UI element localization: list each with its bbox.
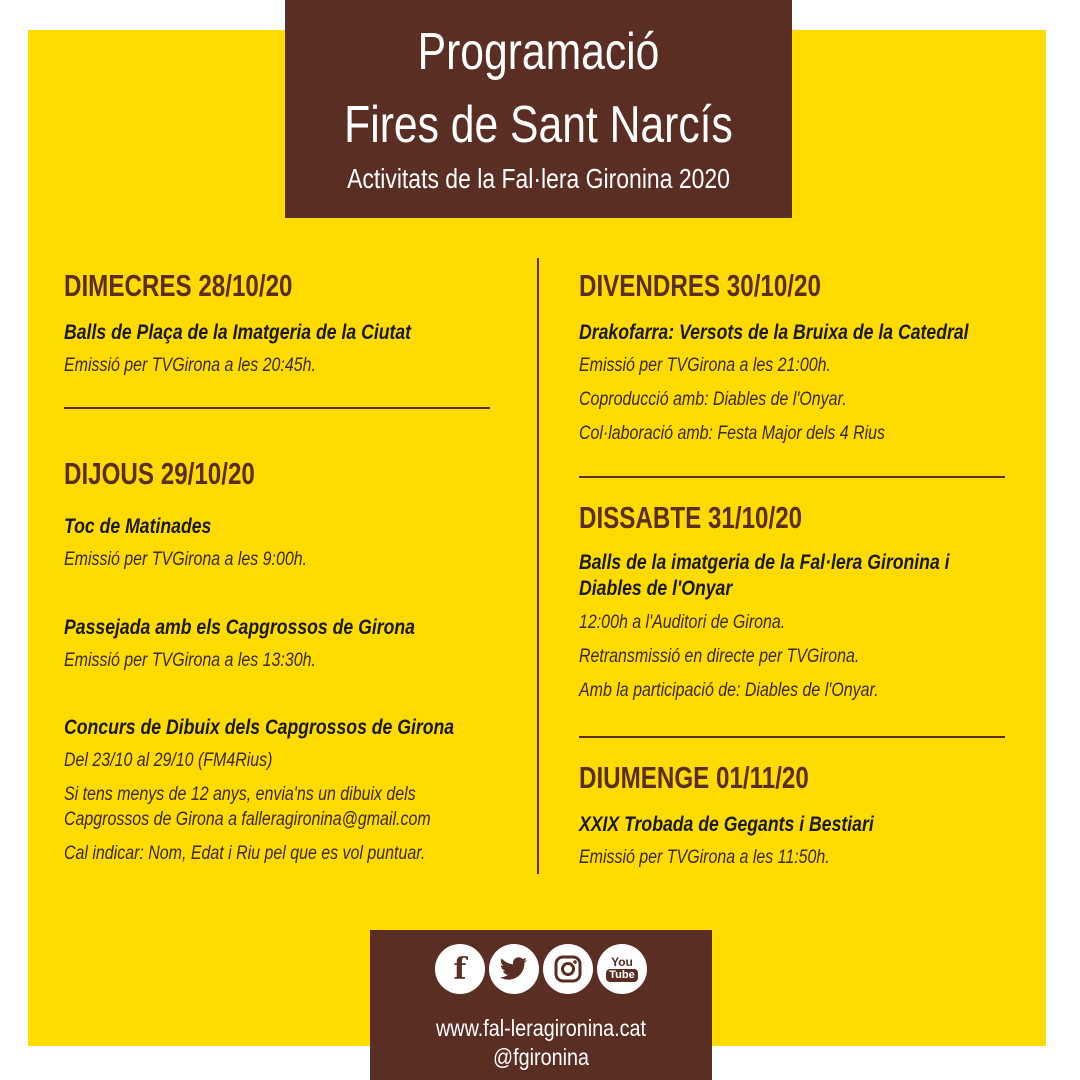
event-detail: Del 23/10 al 29/10 (FM4Rius) [64, 750, 273, 771]
column-divider [537, 258, 539, 874]
event-detail: Col·laboració amb: Festa Major dels 4 Rius [579, 423, 886, 444]
page-title-line2: Fires de Sant Narcís [344, 96, 733, 154]
day-heading-wed: DIMECRES 28/10/20 [64, 268, 293, 303]
event-title: Diables de l'Onyar [579, 577, 733, 600]
event-detail: 12:00h a l'Auditori de Girona. [579, 612, 786, 633]
instagram-icon[interactable] [543, 944, 593, 994]
facebook-icon[interactable] [435, 944, 485, 994]
social-icons [370, 944, 712, 998]
footer-banner [370, 930, 712, 1080]
event-detail: Amb la participació de: Diables de l'Onyar. [579, 680, 879, 701]
event-detail: Cal indicar: Nom, Edat i Riu pel que es vol puntuar. [64, 843, 426, 864]
event-detail: Emissió per TVGirona a les 21:00h. [579, 355, 831, 376]
youtube-icon[interactable] [597, 944, 647, 994]
website-link[interactable]: www.fal-leragironina.cat [435, 1015, 646, 1041]
day-heading-fri: DIVENDRES 30/10/20 [579, 268, 821, 303]
twitter-icon[interactable] [489, 944, 539, 994]
event-title: Drakofarra: Versots de la Bruixa de la Catedral [579, 321, 969, 344]
event-detail: Si tens menys de 12 anys, envia'ns un dibuix dels [64, 784, 416, 805]
event-title: Balls de Plaça de la Imatgeria de la Ciutat [64, 321, 412, 344]
event-detail: Coproducció amb: Diables de l'Onyar. [579, 389, 847, 410]
section-separator [579, 476, 1005, 478]
header-banner [285, 0, 792, 218]
day-heading-thu: DIJOUS 29/10/20 [64, 456, 255, 491]
page-title-line1: Programació [417, 23, 660, 81]
event-title: Passejada amb els Capgrossos de Girona [64, 616, 415, 639]
youtube-label-top: You [611, 955, 633, 969]
event-detail: Emissió per TVGirona a les 13:30h. [64, 650, 316, 671]
day-heading-sun: DIUMENGE 01/11/20 [579, 760, 809, 795]
event-detail: Emissió per TVGirona a les 9:00h. [64, 549, 308, 570]
facebook-glyph: f [453, 951, 467, 987]
section-separator [64, 407, 490, 409]
section-separator [579, 736, 1005, 738]
instagram-camera-icon [554, 955, 582, 983]
twitter-bird-icon [500, 957, 528, 981]
event-title: Balls de la imatgeria de la Fal·lera Gironina i [579, 551, 950, 574]
event-detail: Emissió per TVGirona a les 11:50h. [579, 847, 830, 868]
page-subtitle: Activitats de la Fal·lera Gironina 2020 [347, 163, 730, 194]
event-title: Toc de Matinades [64, 515, 212, 538]
youtube-label-bottom: Tube [606, 969, 637, 982]
event-title: XXIX Trobada de Gegants i Bestiari [579, 813, 874, 836]
event-detail: Capgrossos de Girona a falleragironina@gmail.com [64, 809, 431, 830]
event-detail: Emissió per TVGirona a les 20:45h. [64, 355, 316, 376]
day-heading-sat: DISSABTE 31/10/20 [579, 500, 803, 535]
social-handle: @fgironina [493, 1044, 589, 1070]
event-detail: Retransmissió en directe per TVGirona. [579, 646, 860, 667]
event-title: Concurs de Dibuix dels Capgrossos de Girona [64, 716, 455, 739]
